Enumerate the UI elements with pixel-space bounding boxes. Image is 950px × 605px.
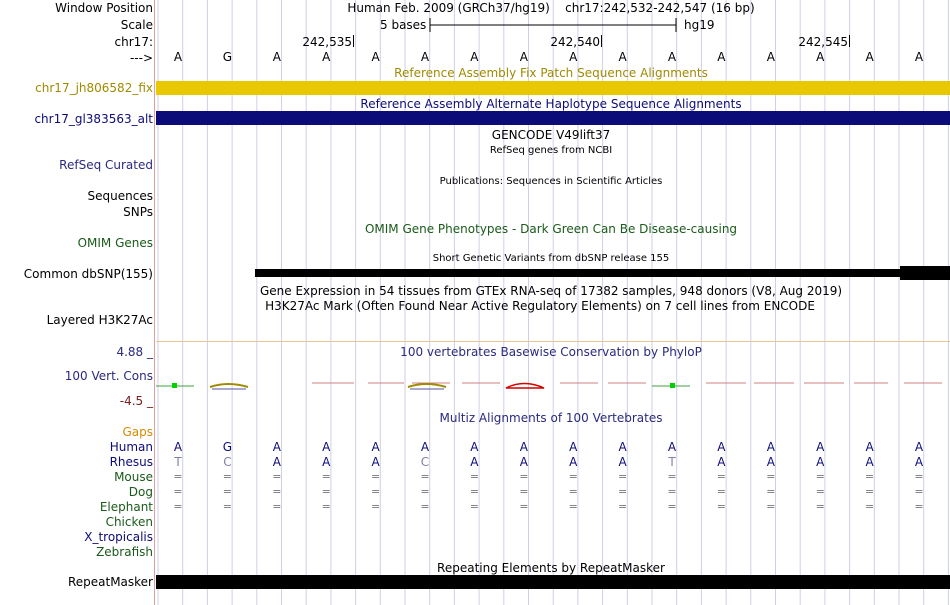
- species-label-dog[interactable]: Dog: [128, 485, 153, 499]
- alignment-cell: =: [420, 485, 430, 498]
- alignment-cell: A: [519, 440, 528, 454]
- alignment-cell: A: [618, 440, 627, 454]
- alignment-cell: A: [766, 440, 775, 454]
- alignment-cell: =: [222, 500, 232, 513]
- base-letter: A: [569, 50, 578, 64]
- alignment-cell: =: [173, 470, 183, 483]
- base-letter: A: [865, 50, 874, 64]
- alignment-cell: A: [569, 440, 578, 454]
- alignment-cell: =: [469, 485, 479, 498]
- tick-mark: [849, 35, 850, 47]
- alignment-cell: =: [864, 500, 875, 513]
- base-letter: A: [470, 50, 479, 64]
- base-letter: A: [667, 50, 677, 64]
- tick-242535: 242,535: [302, 35, 352, 49]
- alignment-cell: A: [470, 455, 479, 469]
- scale-label: Scale: [120, 18, 153, 32]
- species-label-chicken[interactable]: Chicken: [105, 515, 153, 529]
- alignment-cell: =: [568, 485, 578, 498]
- species-label-mouse[interactable]: Mouse: [114, 470, 153, 484]
- chrom-label: chr17:: [114, 35, 153, 49]
- alignment-cell: =: [173, 500, 183, 513]
- alignment-cell: =: [420, 470, 430, 483]
- repeatmasker-title[interactable]: Repeating Elements by RepeatMasker: [437, 561, 665, 575]
- alignment-cell: =: [568, 500, 578, 513]
- alignment-cell: =: [864, 485, 875, 498]
- base-letter: A: [618, 50, 627, 64]
- base-letter: A: [766, 50, 775, 64]
- omim-genes-label[interactable]: OMIM Genes: [77, 236, 153, 250]
- fix-patch-title[interactable]: Reference Assembly Fix Patch Sequence Alignments: [394, 66, 708, 80]
- tick-242545: 242,545: [798, 35, 848, 49]
- alignment-cell: =: [667, 500, 677, 513]
- alignment-cell: =: [716, 485, 726, 498]
- repeatmasker-label[interactable]: RepeatMasker: [67, 575, 153, 589]
- alignment-cell: C: [420, 455, 430, 469]
- alignment-cell: =: [864, 470, 875, 483]
- publications-title[interactable]: Publications: Sequences in Scientific Articles: [439, 176, 663, 187]
- fix-patch-label[interactable]: chr17_jh806582_fix: [35, 81, 153, 95]
- snps-label[interactable]: SNPs: [123, 205, 153, 219]
- alt-haplotype-label[interactable]: chr17_gl383563_alt: [34, 112, 153, 126]
- gtex-title[interactable]: Gene Expression in 54 tissues from GTEx RNA-seq of 17382 samples, 948 donors (V8, Aug 2019): [259, 284, 843, 298]
- alignment-cell: =: [272, 485, 282, 498]
- alignment-cell: A: [519, 455, 528, 469]
- base-letter: A: [914, 50, 924, 64]
- alignment-cell: =: [469, 500, 479, 513]
- phylop-max-label: 4.88 _: [116, 345, 153, 359]
- alignment-cell: A: [816, 455, 825, 469]
- alignment-cell: T: [174, 455, 182, 469]
- alignment-cell: =: [519, 500, 529, 513]
- alignment-cell: G: [222, 440, 233, 454]
- alignment-cell: =: [617, 500, 628, 513]
- common-dbsnp-label[interactable]: Common dbSNP(155): [23, 267, 153, 281]
- alignment-cell: =: [321, 470, 331, 483]
- sequences-label[interactable]: Sequences: [87, 189, 153, 203]
- alignment-cell: =: [519, 470, 529, 483]
- dbsnp-bar[interactable]: [255, 269, 900, 277]
- strand-label: --->: [129, 51, 153, 65]
- omim-title[interactable]: OMIM Gene Phenotypes - Dark Green Can Be Disease-causing: [364, 222, 738, 236]
- alignment-cell: =: [766, 470, 776, 483]
- alignment-cell: =: [716, 500, 726, 513]
- alignment-cell: A: [766, 455, 775, 469]
- base-letter: A: [322, 50, 331, 64]
- alignment-cell: =: [766, 500, 776, 513]
- alignment-cell: =: [617, 470, 628, 483]
- alignment-cell: =: [469, 470, 479, 483]
- base-letter: A: [519, 50, 528, 64]
- species-label-rhesus[interactable]: Rhesus: [109, 455, 153, 469]
- alignment-cell: =: [173, 485, 183, 498]
- alignment-cell: A: [717, 440, 726, 454]
- species-label-elephant[interactable]: Elephant: [99, 500, 153, 514]
- alignment-cell: A: [914, 455, 924, 469]
- window-position-value: Human Feb. 2009 (GRCh37/hg19) chr17:242,532-242,547 (16 bp): [347, 1, 755, 15]
- tick-242540: 242,540: [550, 35, 600, 49]
- alignment-cell: A: [865, 440, 874, 454]
- alignment-cell: =: [272, 500, 282, 513]
- base-letter: A: [717, 50, 726, 64]
- alignment-cell: =: [222, 470, 232, 483]
- alt-haplotype-bar[interactable]: [156, 111, 950, 125]
- alignment-cell: A: [618, 455, 627, 469]
- alignment-cell: =: [815, 470, 825, 483]
- base-letter: A: [173, 50, 183, 64]
- layered-h3k27ac-label[interactable]: Layered H3K27Ac: [46, 313, 153, 327]
- alignment-cell: A: [667, 440, 677, 454]
- gaps-label[interactable]: Gaps: [122, 425, 153, 439]
- alignment-cell: A: [470, 440, 479, 454]
- dbsnp-title[interactable]: Short Genetic Variants from dbSNP release 155: [432, 253, 670, 264]
- alignment-cell: =: [321, 485, 331, 498]
- phylop-track-label[interactable]: 100 Vert. Cons: [64, 369, 153, 383]
- alignment-cell: =: [667, 470, 677, 483]
- base-letter: A: [371, 50, 380, 64]
- scale-bar: [428, 17, 680, 33]
- alignment-cell: A: [420, 440, 430, 454]
- alt-haplotype-title[interactable]: Reference Assembly Alternate Haplotype Sequence Alignments: [360, 97, 742, 111]
- alignment-cell: A: [816, 440, 825, 454]
- base-letter: G: [222, 50, 233, 64]
- alignment-cell: T: [668, 455, 676, 469]
- alignment-cell: A: [569, 455, 578, 469]
- refseq-curated-label[interactable]: RefSeq Curated: [59, 158, 153, 172]
- alignment-cell: =: [568, 470, 578, 483]
- alignment-cell: A: [173, 440, 183, 454]
- phylop-title[interactable]: 100 vertebrates Basewise Conservation by PhyloP: [400, 345, 702, 359]
- h3k27ac-baseline: [156, 341, 950, 342]
- refseq-title[interactable]: RefSeq genes from NCBI: [489, 145, 613, 156]
- alignment-cell: =: [420, 500, 430, 513]
- gencode-title[interactable]: GENCODE V49lift37: [491, 128, 611, 142]
- alignment-cell: A: [865, 455, 874, 469]
- multiz-title[interactable]: Multiz Alignments of 100 Vertebrates: [439, 411, 663, 425]
- fix-patch-bar[interactable]: [156, 81, 950, 95]
- alignment-cell: =: [716, 470, 726, 483]
- species-label-x_tropicalis[interactable]: X_tropicalis: [84, 530, 153, 544]
- alignment-cell: =: [222, 485, 232, 498]
- alignment-cell: =: [272, 470, 282, 483]
- species-label-zebrafish[interactable]: Zebrafish: [96, 545, 153, 559]
- base-letter: A: [420, 50, 430, 64]
- alignment-cell: =: [914, 470, 924, 483]
- species-label-human[interactable]: Human: [109, 440, 153, 454]
- alignment-cell: A: [914, 440, 924, 454]
- base-letter: A: [272, 50, 281, 64]
- alignment-cell: A: [272, 455, 281, 469]
- alignment-cell: =: [914, 500, 924, 513]
- alignment-cell: =: [617, 485, 628, 498]
- track-left-border: [154, 0, 155, 605]
- alignment-cell: A: [272, 440, 281, 454]
- alignment-cell: =: [370, 470, 381, 483]
- tick-mark: [601, 35, 602, 47]
- alignment-cell: =: [815, 485, 825, 498]
- h3k27ac-title[interactable]: H3K27Ac Mark (Often Found Near Active Regulatory Elements) on 7 cell lines from ENCODE: [265, 299, 815, 313]
- alignment-cell: A: [322, 455, 331, 469]
- base-letter: A: [816, 50, 825, 64]
- phylop-min-label: -4.5 _: [119, 394, 153, 408]
- alignment-cell: =: [815, 500, 825, 513]
- alignment-cell: A: [717, 455, 726, 469]
- scale-assembly: hg19: [684, 18, 715, 32]
- phylop-signal: [156, 376, 950, 396]
- tick-mark: [353, 35, 354, 47]
- window-position-label: Window Position: [55, 1, 153, 15]
- repeatmasker-bar[interactable]: [156, 575, 950, 589]
- alignment-cell: =: [370, 500, 381, 513]
- alignment-cell: A: [371, 455, 380, 469]
- scale-text: 5 bases: [380, 18, 427, 32]
- alignment-cell: =: [370, 485, 381, 498]
- dbsnp-bar-thick[interactable]: [900, 266, 950, 280]
- alignment-cell: =: [766, 485, 776, 498]
- alignment-cell: =: [667, 485, 677, 498]
- alignment-cell: =: [321, 500, 331, 513]
- alignment-cell: C: [223, 455, 232, 469]
- alignment-cell: A: [371, 440, 380, 454]
- alignment-cell: =: [914, 485, 924, 498]
- alignment-cell: =: [519, 485, 529, 498]
- alignment-cell: A: [322, 440, 331, 454]
